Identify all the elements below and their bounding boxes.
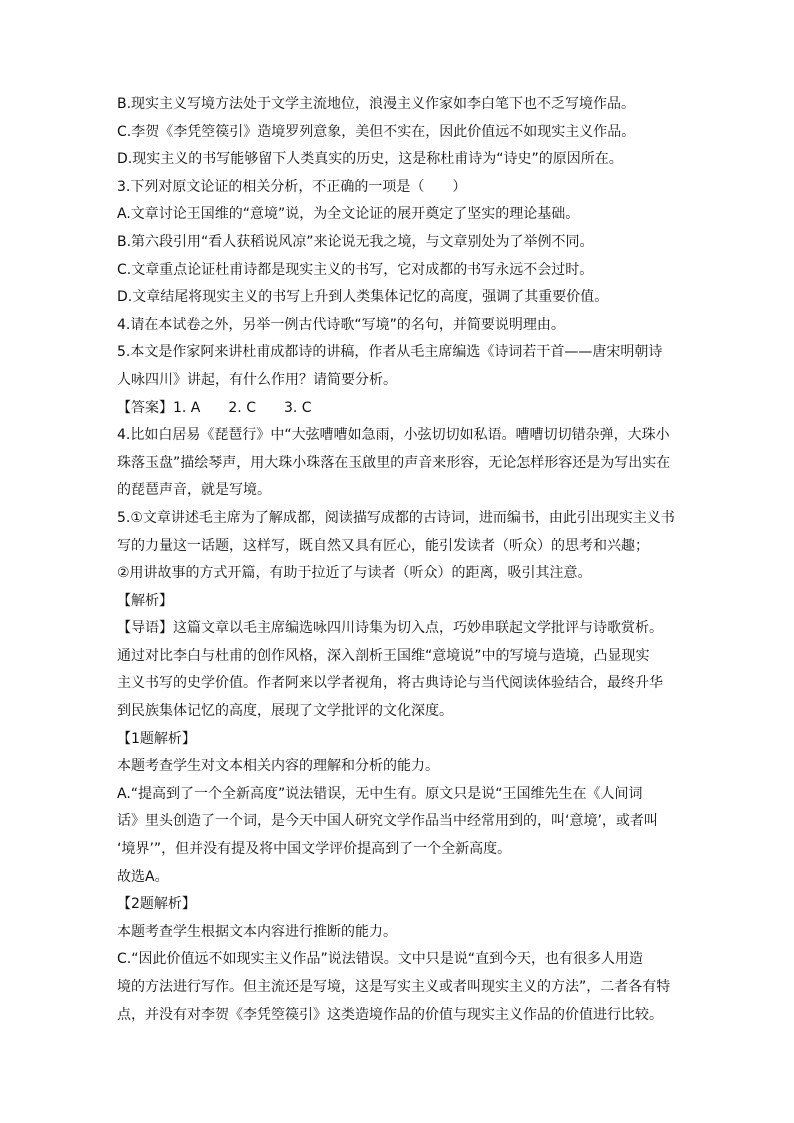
option-line: C.文章重点论证杜甫诗都是现实主义的书写，它对成都的书写永远不会过时。: [117, 261, 594, 278]
answer-line: 珠落玉盘”描绘琴声，用大珠小珠落在玉啟里的声音来形容，无论怎样形容还是为写出实在: [117, 454, 671, 471]
analysis-line: A.“提高到了一个全新高度”说法错误，无中生有。原文只是说“王国维先生在《人间词: [117, 785, 643, 802]
answer-line: 写的力量这一话题，这样写，既自然又具有匠心，能引发读者（听众）的思考和兴趣；: [117, 537, 649, 554]
analysis-line: 到民族集体记忆的高度，展现了文学批评的文化深度。: [117, 703, 453, 720]
option-line: D.现实主义的书写能够留下人类真实的历史，这是称杜甫诗为“诗史”的原因所在。: [117, 151, 623, 168]
option-line: D.文章结尾将现实主义的书写上升到人类集体记忆的高度，强调了其重要价值。: [117, 289, 609, 306]
analysis-line: 主义书写的史学价值。作者阿来以学者视角，将古典诗论与当代阅读体验结合，最终升华: [117, 675, 663, 692]
analysis-line: 话》里头创造了一个词，是今天中国人研究文学作品当中经常用到的，叫‘意境’，或者叫: [117, 813, 658, 830]
question-line: 人咏四川》讲起，有什么作用？请简要分析。: [117, 371, 397, 388]
analysis-line: C.“因此价值远不如现实主义作品”说法错误。文中只是说“直到今天，也有很多人用造: [117, 951, 643, 968]
analysis-line: 【导语】这篇文章以毛主席编选咏四川诗集为切入点，巧妙串联起文学批评与诗歌赏析。: [117, 620, 663, 637]
analysis-line: 本题考查学生根据文本内容进行推断的能力。: [117, 923, 397, 940]
section-heading: 【1题解析】: [117, 730, 196, 747]
answer-line: ②用讲故事的方式开篇，有助于拉近了与读者（听众）的距离，吸引其注意。: [117, 565, 592, 582]
question-line: 4.请在本试卷之外，另举一例古代诗歌“写境”的名句，并简要说明理由。: [117, 316, 565, 333]
option-line: A.文章讨论王国维的“意境”说，为全文论证的展开奠定了坚实的理论基础。: [117, 206, 580, 223]
analysis-line: 通过对比李白与杜甫的创作风格，深入剖析王国维“意境说”中的写境与造境，凸显现实: [117, 647, 650, 664]
option-line: B.现实主义写境方法处于文学主流地位，浪漫主义作家如李白笔下也不乏写境作品。: [117, 96, 636, 112]
answer-line: 【答案】1. A 2. C 3. C: [117, 399, 312, 416]
section-heading: 【2题解析】: [117, 896, 196, 913]
answer-line: 的琵琶声音，就是写境。: [117, 482, 271, 499]
document-page: [117, 91, 687, 1029]
analysis-line: 境的方法进行写作。但主流还是写境，这是写实主义或者叫现实主义的方法”，二者各有特: [117, 979, 671, 995]
analysis-line: 点，并没有对李贺《李凭箜篌引》这类造境作品的价值与现实主义作品的价值进行比较。: [117, 1006, 663, 1023]
section-heading: 【解析】: [117, 592, 173, 609]
question-line: 3.下列对原文论证的相关分析，不正确的一项是（ ）: [117, 178, 467, 195]
analysis-line: 本题考查学生对文本相关内容的理解和分析的能力。: [117, 758, 439, 775]
option-line: B.第六段引用“看人获稻说风凉”来论说无我之境，与文章别处为了举例不同。: [117, 233, 594, 250]
analysis-line: 故选A。: [117, 868, 169, 885]
analysis-line: ‘境界’”，但并没有提及将中国文学评价提高到了一个全新高度。: [117, 841, 512, 858]
answer-line: 4.比如白居易《琵琶行》中“大弦嘈嘈如急雨，小弦切切如私语。嘈嘈切切错杂弹，大珠小: [117, 427, 670, 444]
option-line: C.李贺《李凭箜篌引》造境罗列意象，美但不实在，因此价值远不如现实主义作品。: [117, 123, 636, 140]
question-line: 5.本文是作家阿来讲杜甫成都诗的讲稿，作者从毛主席编选《诗词若干首——唐宋明朝诗: [117, 344, 663, 361]
answer-line: 5.①文章讲述毛主席为了解成都，阅读描写成都的古诗词，进而编书，由此引出现实主义书: [117, 509, 675, 526]
